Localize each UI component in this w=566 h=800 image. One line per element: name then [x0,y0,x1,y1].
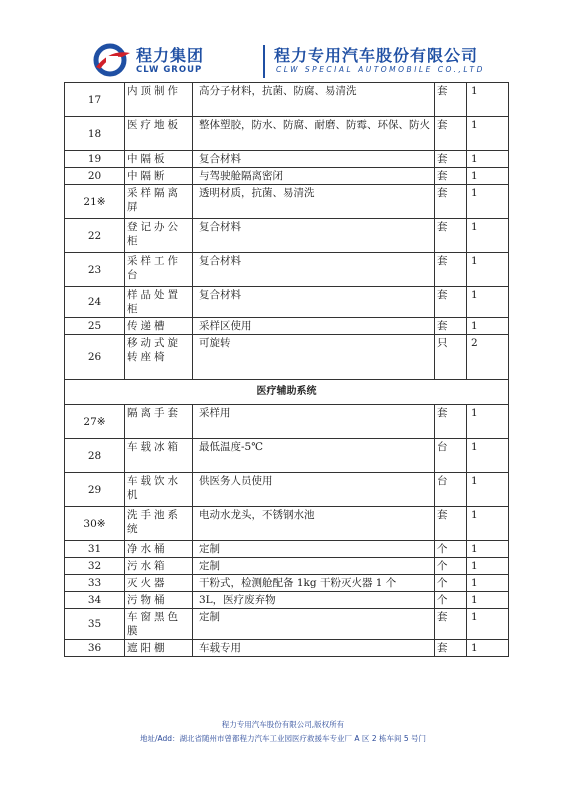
item-quantity: 1 [467,253,509,287]
header-divider [263,45,265,78]
equipment-table [64,82,509,657]
item-description: 采样用 [193,405,435,439]
table-row [65,318,509,335]
row-number: 36 [65,640,125,657]
item-unit: 个 [435,592,467,609]
item-quantity: 1 [467,405,509,439]
item-name: 洗手池系统 [125,507,193,541]
table-row [65,541,509,558]
item-description: 车载专用 [193,640,435,657]
item-quantity: 1 [467,185,509,219]
row-number: 23 [65,253,125,287]
brand-name-cn: 程力集团 [136,46,205,65]
item-name: 中隔板 [125,151,193,168]
item-name: 移动式旋转座椅 [125,335,193,380]
item-unit: 台 [435,439,467,473]
item-description: 复合材料 [193,151,435,168]
table-row [65,168,509,185]
row-number: 34 [65,592,125,609]
table-row [65,151,509,168]
table-row [65,439,509,473]
item-unit: 个 [435,575,467,592]
item-unit: 套 [435,405,467,439]
footer-address: 地址/Add：湖北省随州市曾都程力汽车工业园医疗救援车专业厂 A 区 2 栋车间 5 号门 [139,734,427,743]
item-name: 登记办公柜 [125,219,193,253]
row-number: 27※ [65,405,125,439]
item-unit: 套 [435,151,467,168]
brand-name-en: CLW GROUP [136,65,203,75]
table-row [65,287,509,318]
item-name: 净水桶 [125,541,193,558]
footer-copyright: 程力专用汽车股份有限公司,版权所有 [221,720,345,729]
item-name: 车载饮水机 [125,473,193,507]
table-row [65,592,509,609]
item-description: 定制 [193,541,435,558]
item-description: 复合材料 [193,219,435,253]
item-description: 最低温度-5℃ [193,439,435,473]
row-number: 25 [65,318,125,335]
item-description: 供医务人员使用 [193,473,435,507]
table-row [65,83,509,117]
item-description: 复合材料 [193,253,435,287]
item-quantity: 1 [467,287,509,318]
item-unit: 套 [435,185,467,219]
item-quantity: 1 [467,609,509,640]
item-quantity: 1 [467,575,509,592]
item-unit: 套 [435,318,467,335]
row-number: 33 [65,575,125,592]
item-unit: 个 [435,541,467,558]
item-name: 采样工作台 [125,253,193,287]
item-name: 内顶制作 [125,83,193,117]
item-name: 遮阳棚 [125,640,193,657]
item-quantity: 2 [467,335,509,380]
item-quantity: 1 [467,117,509,151]
row-number: 24 [65,287,125,318]
item-unit: 台 [435,473,467,507]
table-row [65,405,509,439]
item-unit: 套 [435,168,467,185]
item-name: 隔离手套 [125,405,193,439]
item-unit: 套 [435,507,467,541]
item-name: 车载冰箱 [125,439,193,473]
item-description: 定制 [193,558,435,575]
page-header [0,0,566,80]
table-row [65,609,509,640]
table-row [65,335,509,380]
item-quantity: 1 [467,507,509,541]
row-number: 26 [65,335,125,380]
row-number: 19 [65,151,125,168]
section-title: 医疗辅助系统 [65,380,509,405]
table-row [65,117,509,151]
item-quantity: 1 [467,541,509,558]
item-name: 采样隔离屏 [125,185,193,219]
clw-logo-icon [92,43,132,77]
item-description: 3L，医疗废弃物 [193,592,435,609]
table-row [65,640,509,657]
row-number: 20 [65,168,125,185]
table-row [65,185,509,219]
item-description: 高分子材料，抗菌、防腐、易清洗 [193,83,435,117]
item-unit: 套 [435,219,467,253]
row-number: 28 [65,439,125,473]
item-quantity: 1 [467,558,509,575]
table-row [65,253,509,287]
item-quantity: 1 [467,592,509,609]
company-name-en: CLW SPECIAL AUTOMOBILE CO.,LTD [276,65,485,74]
table-row [65,473,509,507]
item-name: 灭火器 [125,575,193,592]
table-row [65,219,509,253]
item-unit: 只 [435,335,467,380]
item-unit: 套 [435,253,467,287]
item-description: 与驾驶舱隔离密闭 [193,168,435,185]
row-number: 30※ [65,507,125,541]
table-row [65,507,509,541]
item-description: 复合材料 [193,287,435,318]
item-description: 电动水龙头，不锈钢水池 [193,507,435,541]
company-name-cn: 程力专用汽车股份有限公司 [274,46,479,65]
row-number: 29 [65,473,125,507]
item-quantity: 1 [467,439,509,473]
item-quantity: 1 [467,640,509,657]
row-number: 22 [65,219,125,253]
item-unit: 套 [435,83,467,117]
item-quantity: 1 [467,219,509,253]
table-row [65,575,509,592]
item-description: 透明材质，抗菌、易清洗 [193,185,435,219]
row-number: 32 [65,558,125,575]
item-name: 医疗地板 [125,117,193,151]
row-number: 17 [65,83,125,117]
item-description: 定制 [193,609,435,640]
row-number: 18 [65,117,125,151]
item-name: 车窗黑色膜 [125,609,193,640]
item-name: 样品处置柜 [125,287,193,318]
row-number: 35 [65,609,125,640]
item-unit: 个 [435,558,467,575]
item-quantity: 1 [467,83,509,117]
item-unit: 套 [435,640,467,657]
item-name: 传递槽 [125,318,193,335]
section-row [65,380,509,405]
item-name: 污物桶 [125,592,193,609]
item-quantity: 1 [467,473,509,507]
row-number: 31 [65,541,125,558]
item-description: 采样区使用 [193,318,435,335]
item-unit: 套 [435,287,467,318]
item-name: 中隔断 [125,168,193,185]
item-name: 污水箱 [125,558,193,575]
item-description: 可旋转 [193,335,435,380]
table-row [65,558,509,575]
item-description: 干粉式，检测舱配备 1kg 干粉灭火器 1 个 [193,575,435,592]
item-unit: 套 [435,117,467,151]
item-quantity: 1 [467,151,509,168]
item-description: 整体塑胶，防水、防腐、耐磨、防霉、环保、防火 [193,117,435,151]
row-number: 21※ [65,185,125,219]
item-quantity: 1 [467,318,509,335]
item-quantity: 1 [467,168,509,185]
item-unit: 套 [435,609,467,640]
